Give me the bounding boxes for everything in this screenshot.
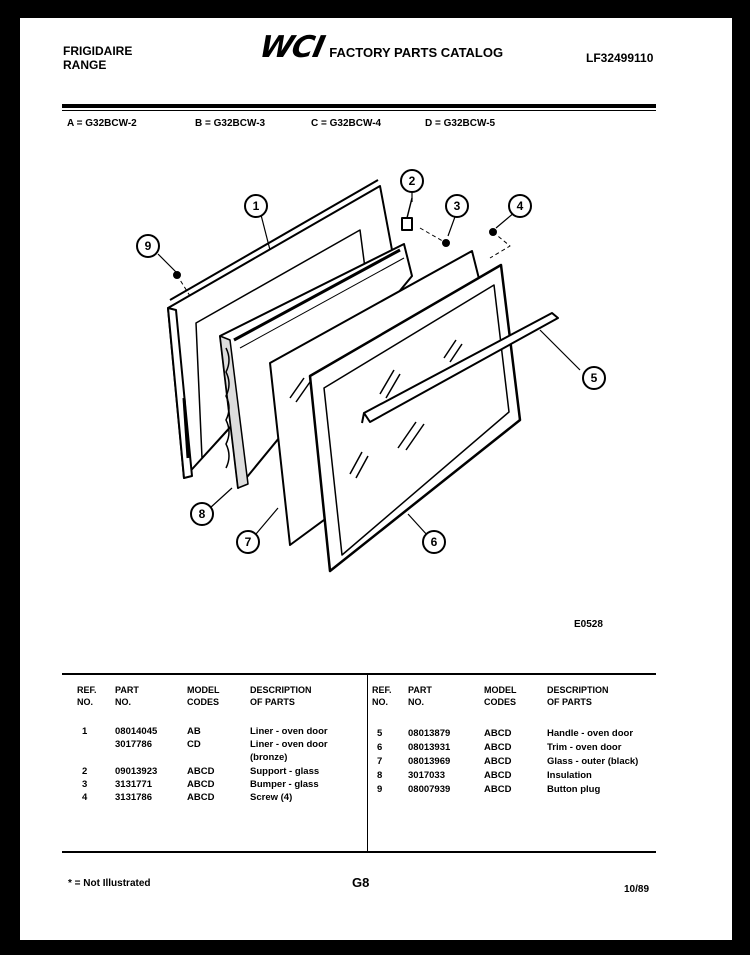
row-codes: ABCD — [187, 792, 215, 803]
row-part: 08014045 — [115, 726, 158, 737]
row-desc: Liner - oven door — [250, 726, 328, 737]
row-part: 08013931 — [408, 742, 451, 753]
row-desc: Insulation — [547, 770, 592, 781]
catalog-title: FACTORY PARTS CATALOG — [329, 44, 504, 60]
row-ref: 1 — [82, 726, 88, 737]
callout-2-label: 2 — [408, 174, 416, 188]
footer-note: * = Not Illustrated — [68, 878, 151, 889]
header-desc-left: DESCRIPTION OF PARTS — [250, 685, 312, 707]
row-part: 3017033 — [408, 770, 445, 781]
row-codes: ABCD — [484, 742, 512, 753]
header-model-right: MODEL CODES — [484, 685, 517, 707]
row-part: 3131786 — [115, 792, 152, 803]
row-codes: ABCD — [484, 784, 512, 795]
header-model-left: MODEL CODES — [187, 685, 220, 707]
row-desc: Button plug — [547, 784, 601, 795]
wci-logo: WCI — [256, 30, 328, 65]
row-desc: (bronze) — [250, 752, 288, 763]
page-number: G8 — [352, 875, 370, 890]
row-part: 08007939 — [408, 784, 451, 795]
table-column-divider — [367, 675, 368, 851]
row-desc: Glass - outer (black) — [547, 756, 639, 767]
row-ref: 9 — [377, 784, 383, 795]
product-name: RANGE — [63, 58, 107, 72]
model-b: B = G32BCW-3 — [195, 118, 266, 129]
row-part: 09013923 — [115, 766, 158, 777]
callout-5-label: 5 — [590, 371, 598, 385]
table-bottom-rule — [62, 851, 656, 853]
callout-8-label: 8 — [198, 507, 206, 521]
callout-3-label: 3 — [453, 199, 461, 213]
row-desc: Handle - oven door — [547, 728, 634, 739]
row-part: 3017786 — [115, 739, 152, 750]
row-desc: Trim - oven door — [547, 742, 622, 753]
callout-1-label: 1 — [252, 199, 260, 213]
row-ref: 5 — [377, 728, 383, 739]
oven-door-exploded-diagram — [20, 18, 732, 668]
callout-4-label: 4 — [516, 199, 524, 213]
row-part: 08013879 — [408, 728, 451, 739]
model-c: C = G32BCW-4 — [311, 118, 382, 129]
callout-7-label: 7 — [244, 535, 252, 549]
row-ref: 4 — [82, 792, 88, 803]
header-part-right: PART NO. — [408, 685, 432, 707]
row-ref: 8 — [377, 770, 383, 781]
table-top-rule — [62, 673, 656, 675]
row-codes: ABCD — [187, 779, 215, 790]
figure-code: E0528 — [574, 619, 603, 630]
row-codes: ABCD — [484, 728, 512, 739]
row-desc: Support - glass — [250, 766, 320, 777]
part-2-support — [402, 198, 412, 230]
callout-6-label: 6 — [430, 535, 438, 549]
header-ref-left: REF. NO. — [77, 685, 97, 707]
catalog-page — [20, 18, 732, 940]
row-desc: Liner - oven door — [250, 739, 328, 750]
row-ref: 7 — [377, 756, 383, 767]
row-ref: 6 — [377, 742, 383, 753]
model-a: A = G32BCW-2 — [67, 118, 137, 129]
row-ref: 3 — [82, 779, 88, 790]
header-part-left: PART NO. — [115, 685, 139, 707]
row-desc: Bumper - glass — [250, 779, 319, 790]
header-desc-right: DESCRIPTION OF PARTS — [547, 685, 609, 707]
row-ref: 2 — [82, 766, 88, 777]
row-codes: AB — [187, 726, 201, 737]
callout-9-label: 9 — [144, 239, 152, 253]
row-codes: ABCD — [187, 766, 215, 777]
header-ref-right: REF. NO. — [372, 685, 392, 707]
revision-date: 10/89 — [624, 884, 650, 895]
row-codes: ABCD — [484, 756, 512, 767]
row-part: 3131771 — [115, 779, 152, 790]
brand-name: FRIGIDAIRE — [63, 44, 133, 58]
row-codes: CD — [187, 739, 201, 750]
row-part: 08013969 — [408, 756, 451, 767]
row-codes: ABCD — [484, 770, 512, 781]
model-d: D = G32BCW-5 — [425, 118, 496, 129]
catalog-number: LF32499110 — [586, 51, 654, 65]
row-desc: Screw (4) — [250, 792, 293, 803]
